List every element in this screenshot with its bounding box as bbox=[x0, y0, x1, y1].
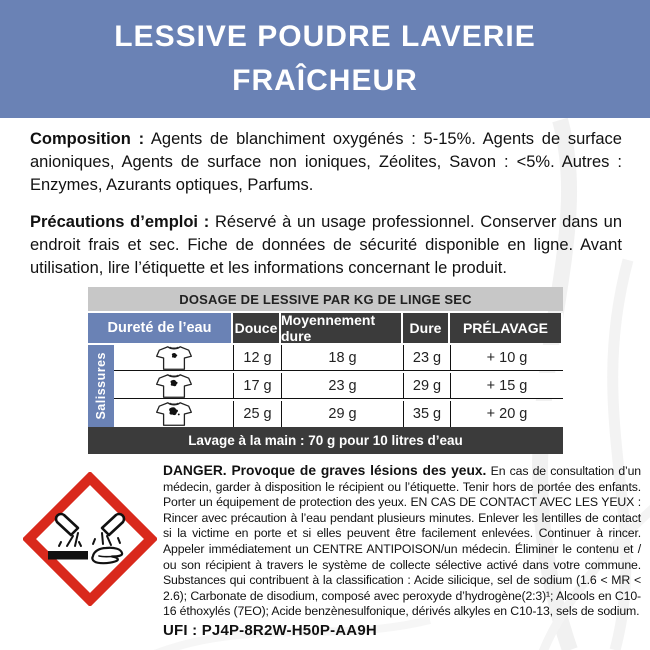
column-header-prelavage: PRÉLAVAGE bbox=[450, 313, 563, 343]
soil-axis-cell bbox=[88, 345, 114, 427]
dosage-table-grid bbox=[88, 313, 563, 427]
dose-cell: 12 g bbox=[233, 345, 281, 371]
hazard-precautionary-text: En cas de consultation d’un médecin, garder à disposition le récipient ou l’étiquette. Tenir hors de portée des enfants. Porter un équipement de protection des yeux. EN CAS DE CONTACT AVEC LES YEUX : Rincer avec précaution à l’eau pendant plusieurs minutes. Enlever les lentilles de contact si la victime en porte et si elles peuvent être facilement enlevées. Continuer à rincer. Appeler immédiatement un CENTRE ANTIPOISON/un médecin. Éliminer le contenu et / ou son récipient à travers le système de collecte sélective activé dans votre commune. Substances qui contribuent à la classification : Acide silicique, sel de sodium (1.6 < MR < 2.6); Carbonate de disodium, composé avec peroxyde d’hydrogène(2:3)¹; Alcools en C10-16 éthoxylés (7EO); Acide benzènesulfonique, dérivés alkyles en C10-13, sels de sodium. bbox=[163, 464, 641, 619]
composition-label: Composition : bbox=[30, 130, 145, 148]
shirt-heavy-stain-icon bbox=[154, 401, 194, 427]
dose-cell: 35 g bbox=[403, 401, 450, 427]
dose-cell: 23 g bbox=[281, 373, 403, 399]
shirt-medium-stain-icon bbox=[154, 373, 194, 399]
product-title-line1: LESSIVE POUDRE LAVERIE bbox=[114, 20, 536, 53]
product-title-line2: FRAÎCHEUR bbox=[232, 64, 418, 97]
ghs05-corrosive-icon bbox=[23, 472, 157, 611]
column-header-moyennement-dure: Moyennement dure bbox=[281, 313, 403, 343]
composition-text: Agents de blanchiment oxygénés : 5-15%. Agents de surface anioniques, Agents de surface non ioniques, Zéolites, Savon : <5%. Autres : Enzymes, Azurants optiques, Parfums. bbox=[30, 130, 622, 194]
dose-cell: 18 g bbox=[281, 345, 403, 371]
ufi-code: UFI : PJ4P-8R2W-H50P-AA9H bbox=[163, 621, 377, 639]
table-row-2-soil-cell bbox=[114, 373, 233, 399]
column-header-douce: Douce bbox=[233, 313, 281, 343]
precautions-text: Réservé à un usage professionnel. Conserver dans un endroit frais et sec. Fiche de données de sécurité disponible en ligne. Avant utilisation, lire l’étiquette et les informations concernant le produit. bbox=[30, 213, 622, 277]
hand-wash-footer: Lavage à la main : 70 g pour 10 litres d’eau bbox=[88, 427, 563, 454]
dose-cell: + 10 g bbox=[450, 345, 563, 371]
dose-cell: + 20 g bbox=[450, 401, 563, 427]
column-header-dure: Dure bbox=[403, 313, 450, 343]
dose-cell: 29 g bbox=[281, 401, 403, 427]
dose-cell: 25 g bbox=[233, 401, 281, 427]
dose-cell: + 15 g bbox=[450, 373, 563, 399]
product-title-banner bbox=[0, 0, 650, 118]
dose-cell: 29 g bbox=[403, 373, 450, 399]
precautions-paragraph bbox=[30, 211, 622, 280]
composition-paragraph bbox=[30, 128, 622, 197]
dosage-table-title: DOSAGE DE LESSIVE PAR KG DE LINGE SEC bbox=[88, 287, 563, 311]
dose-cell: 17 g bbox=[233, 373, 281, 399]
danger-statement: DANGER. Provoque de graves lésions des yeux. bbox=[163, 463, 487, 478]
table-row-3-soil-cell bbox=[114, 401, 233, 427]
soil-axis-label: Salissures bbox=[94, 352, 108, 420]
dosage-table bbox=[88, 287, 563, 454]
precautions-label: Précautions d’emploi : bbox=[30, 213, 210, 231]
shirt-light-stain-icon bbox=[154, 345, 194, 371]
dose-cell: 23 g bbox=[403, 345, 450, 371]
table-row-1-soil-cell bbox=[114, 345, 233, 371]
hazard-statements bbox=[163, 463, 641, 639]
water-hardness-header: Dureté de l’eau bbox=[88, 313, 233, 343]
